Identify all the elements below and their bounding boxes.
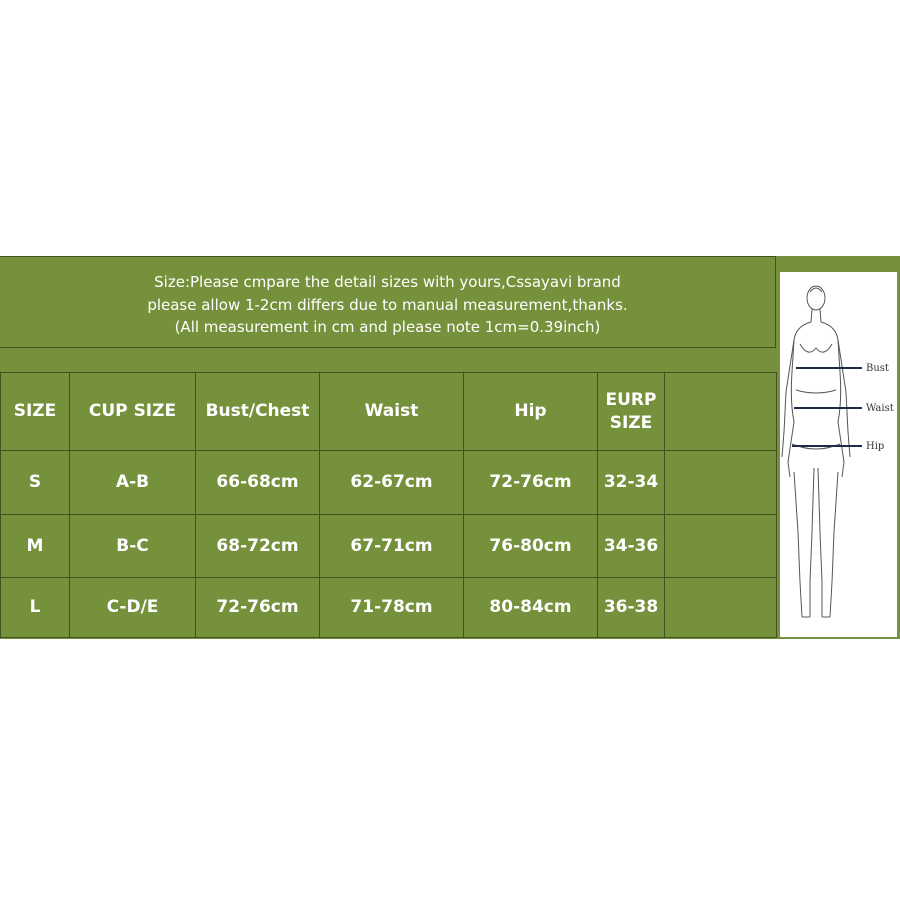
table-cell: 66-68cm [196,451,320,515]
table-cell: 36-38 [598,578,665,638]
table-cell: 34-36 [598,515,665,578]
table-cell: 71-78cm [320,578,464,638]
empty-cell [665,373,777,451]
body-measurement-figure [780,272,897,637]
table-cell: L [1,578,70,638]
column-header-hip: Hip [464,373,598,451]
table-cell: 62-67cm [320,451,464,515]
table-cell: 76-80cm [464,515,598,578]
column-header-eurp-size [598,373,665,451]
bust-label: Bust [866,363,889,374]
waist-label: Waist [866,403,894,414]
table-cell: 67-71cm [320,515,464,578]
empty-cell [665,451,777,515]
table-row [1,515,777,578]
size-note-line-3: (All measurement in cm and please note 1cm=0.39inch) [174,318,601,336]
column-header-cup-size: CUP SIZE [70,373,196,451]
head-outline [807,286,825,310]
column-header-bust-chest: Bust/Chest [196,373,320,451]
size-note-text [0,271,775,339]
table-cell: A-B [70,451,196,515]
size-note-line-1: Size:Please cmpare the detail sizes with yours,Cssayavi brand [154,273,621,291]
empty-cell [665,578,777,638]
size-note-header [0,256,776,348]
table-cell: 72-76cm [196,578,320,638]
table-header-row [1,373,777,451]
column-header-size: SIZE [1,373,70,451]
body-outline-illustration [780,272,897,637]
column-header-eurp: EURP [605,389,657,410]
hip-label: Hip [866,441,885,452]
table-cell: S [1,451,70,515]
table-cell: B-C [70,515,196,578]
table-cell: 68-72cm [196,515,320,578]
table-cell: C-D/E [70,578,196,638]
table-cell: 32-34 [598,451,665,515]
table-row [1,578,777,638]
size-table [0,372,777,638]
table-cell: M [1,515,70,578]
size-chart [0,256,900,639]
table-cell: 80-84cm [464,578,598,638]
table-row [1,451,777,515]
size-note-line-2: please allow 1-2cm differs due to manual measurement,thanks. [147,295,628,314]
empty-cell [665,515,777,578]
column-header-eurp-size-word: SIZE [609,412,653,433]
table-cell: 72-76cm [464,451,598,515]
column-header-waist: Waist [320,373,464,451]
